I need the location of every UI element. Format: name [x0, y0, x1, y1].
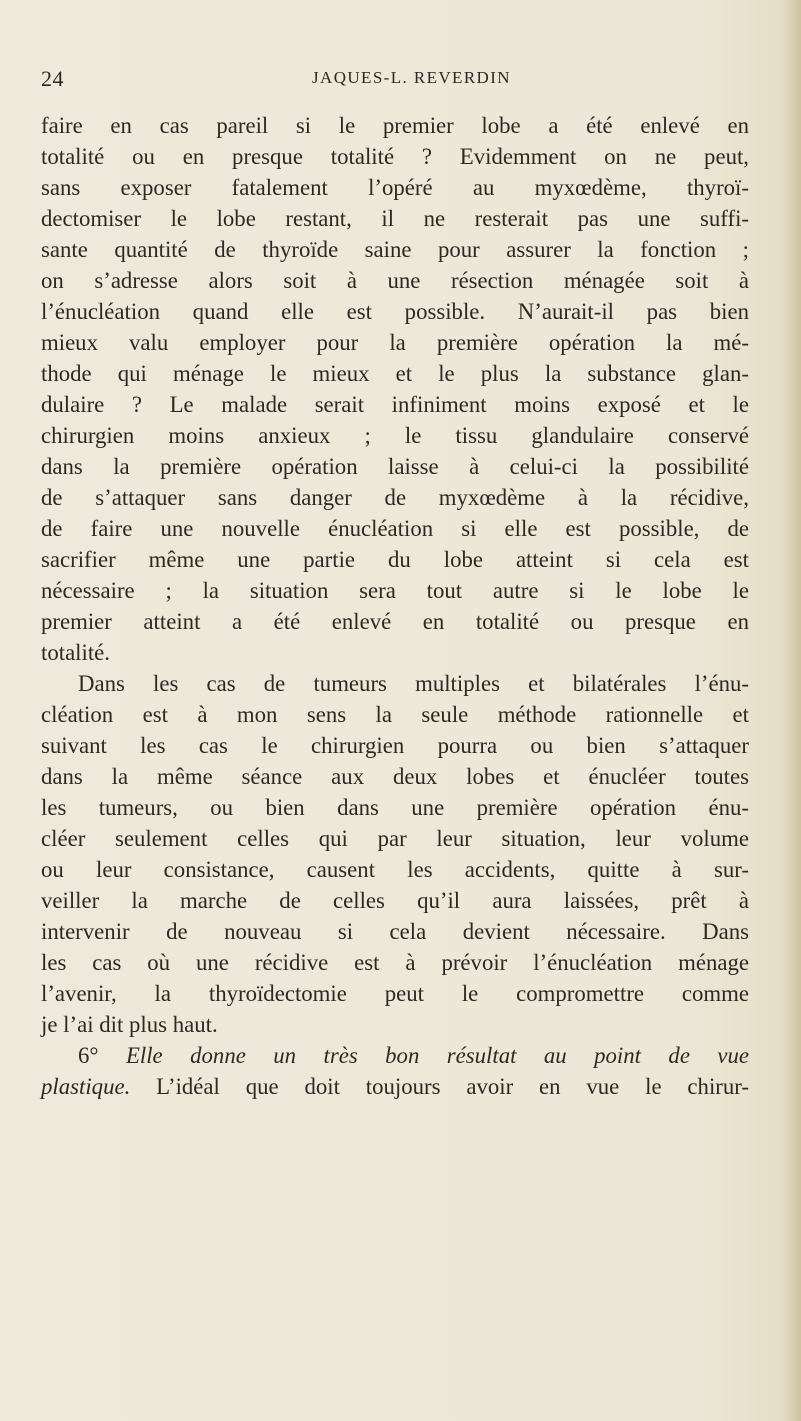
numbered-item-second-line [41, 1071, 749, 1102]
text-line-paragraph-end: je l’ai dit plus haut. [41, 1012, 218, 1037]
text-line: premier atteint a été enlevé en totalité ou presque en [41, 609, 749, 634]
item-continuation: L’idéal que doit toujours avoir en vue le chirur- [156, 1074, 749, 1099]
text-line: thode qui ménage le mieux et le plus la substance glan- [41, 361, 749, 386]
text-line-paragraph-start: Dans les cas de tumeurs multiples et bilatérales l’énu- [78, 671, 749, 696]
text-line: de faire une nouvelle énucléation si elle est possible, de [41, 516, 749, 541]
text-line: sante quantité de thyroïde saine pour assurer la fonction ; [41, 237, 749, 262]
text-line: les cas où une récidive est à prévoir l’énucléation ménage [41, 950, 749, 975]
text-line: ou leur consistance, causent les accidents, quitte à sur- [41, 857, 749, 882]
text-line: chirurgien moins anxieux ; le tissu glandulaire conservé [41, 423, 749, 448]
text-line: cléer seulement celles qui par leur situation, leur volume [41, 826, 749, 851]
text-line: sacrifier même une partie du lobe atteint si cela est [41, 547, 749, 572]
page-number: 24 [41, 66, 64, 91]
text-line: suivant les cas le chirurgien pourra ou bien s’attaquer [41, 733, 749, 758]
item-heading-italic: Elle donne un très bon résultat au point de vue [125, 1043, 750, 1068]
text-line: totalité ou en presque totalité ? Evidemment on ne peut, [41, 144, 749, 169]
text-line: mieux valu employer pour la première opération la mé- [41, 330, 749, 355]
page-edge-shadow [783, 0, 801, 1421]
text-line: dulaire ? Le malade serait infiniment moins exposé et le [41, 392, 749, 417]
text-line: l’énucléation quand elle est possible. N’aurait-il pas bien [41, 299, 749, 324]
text-line: sans exposer fatalement l’opéré au myxœdème, thyroï- [41, 175, 749, 200]
numbered-item-heading-line [41, 1040, 749, 1071]
text-line: faire en cas pareil si le premier lobe a été enlevé en [41, 113, 749, 138]
item-heading-italic-end: plastique. [41, 1074, 131, 1099]
text-line: les tumeurs, ou bien dans une première opération énu- [41, 795, 749, 820]
text-line: on s’adresse alors soit à une résection ménagée soit à [41, 268, 749, 293]
running-head-title: JAQUES-L. REVERDIN [312, 68, 511, 87]
text-line: nécessaire ; la situation sera tout autre si le lobe le [41, 578, 749, 603]
text-line: l’avenir, la thyroïdectomie peut le compromettre comme [41, 981, 749, 1006]
item-number: 6° [78, 1043, 99, 1068]
text-line: intervenir de nouveau si cela devient nécessaire. Dans [41, 919, 749, 944]
running-head [0, 66, 801, 94]
text-line-paragraph-end: totalité. [41, 640, 111, 665]
text-line: cléation est à mon sens la seule méthode rationnelle et [41, 702, 749, 727]
text-line: dans la première opération laisse à celui-ci la possibilité [41, 454, 749, 479]
text-line: de s’attaquer sans danger de myxœdème à la récidive, [41, 485, 749, 510]
text-line: dectomiser le lobe restant, il ne resterait pas une suffi- [41, 206, 749, 231]
text-line: veiller la marche de celles qu’il aura laissées, prêt à [41, 888, 749, 913]
text-line: dans la même séance aux deux lobes et énucléer toutes [41, 764, 749, 789]
body-text [41, 110, 749, 1102]
